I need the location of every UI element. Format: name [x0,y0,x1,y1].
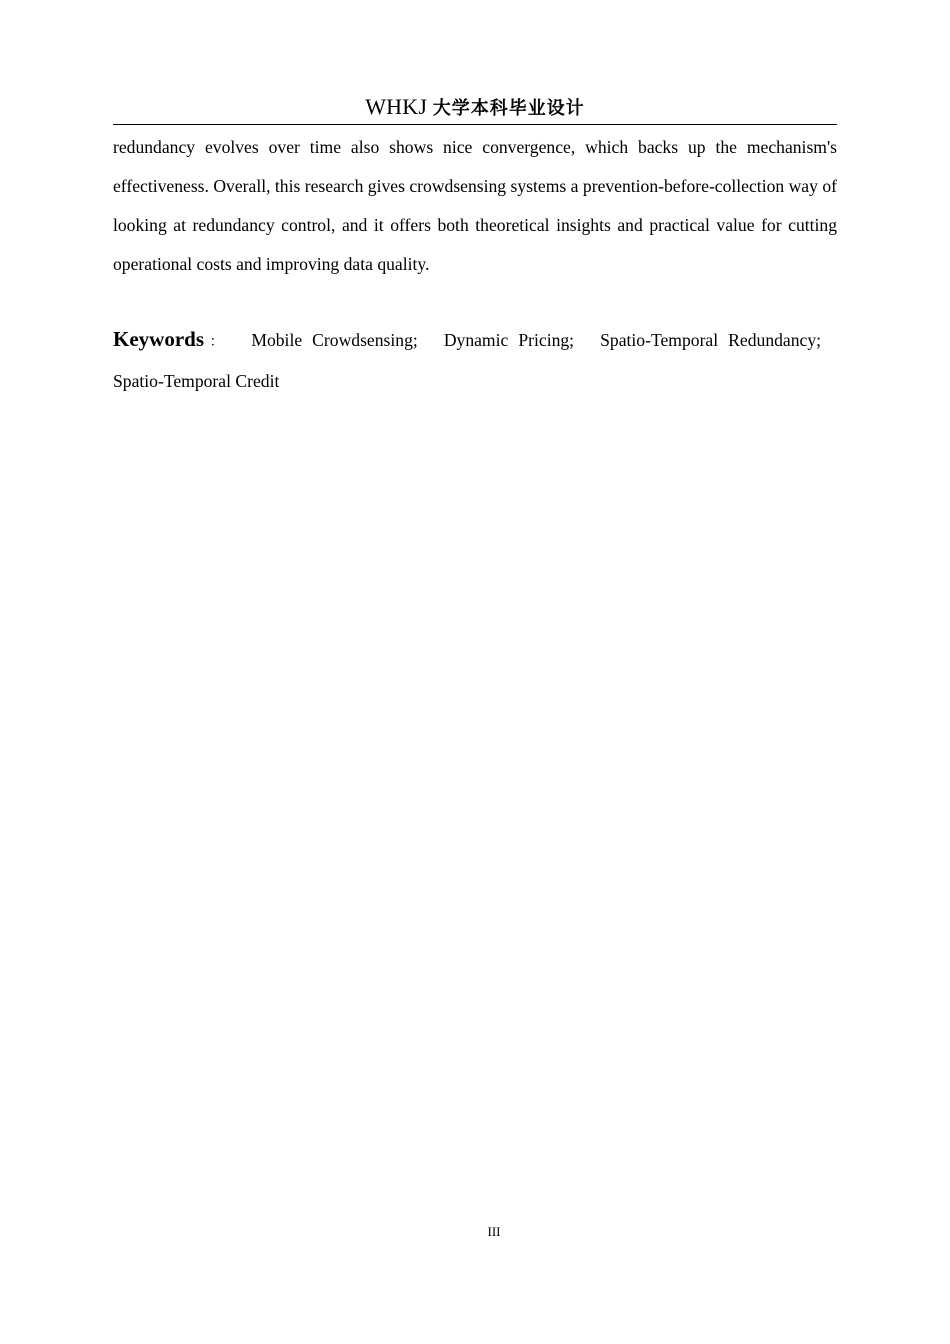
keyword-item: Dynamic Pricing; [443,330,575,350]
keywords-colon: ： [204,335,230,350]
header-title-latin: WHKJ [365,94,428,119]
header-title [365,90,585,126]
keywords-section [113,320,837,401]
header-title-chinese: 大学本科毕业设计 [432,98,585,119]
keyword-item: Spatio-Temporal Credit [113,371,280,391]
page-header [113,90,837,125]
keyword-item: Spatio-Temporal Redundancy; [600,330,822,350]
page-number: III [487,1224,501,1239]
abstract-paragraph: redundancy evolves over time also shows nice convergence, which backs up the mechanism's effectiveness. Overall, this research gives crowdsensing systems a prevention-before-collection way of looking at redundancy control, and it offers both theoretical insights and practical value for cutting operational costs and improving data quality. [113,137,837,274]
keywords-label: Keywords [113,327,204,351]
keyword-item: Mobile Crowdsensing; [251,330,418,350]
